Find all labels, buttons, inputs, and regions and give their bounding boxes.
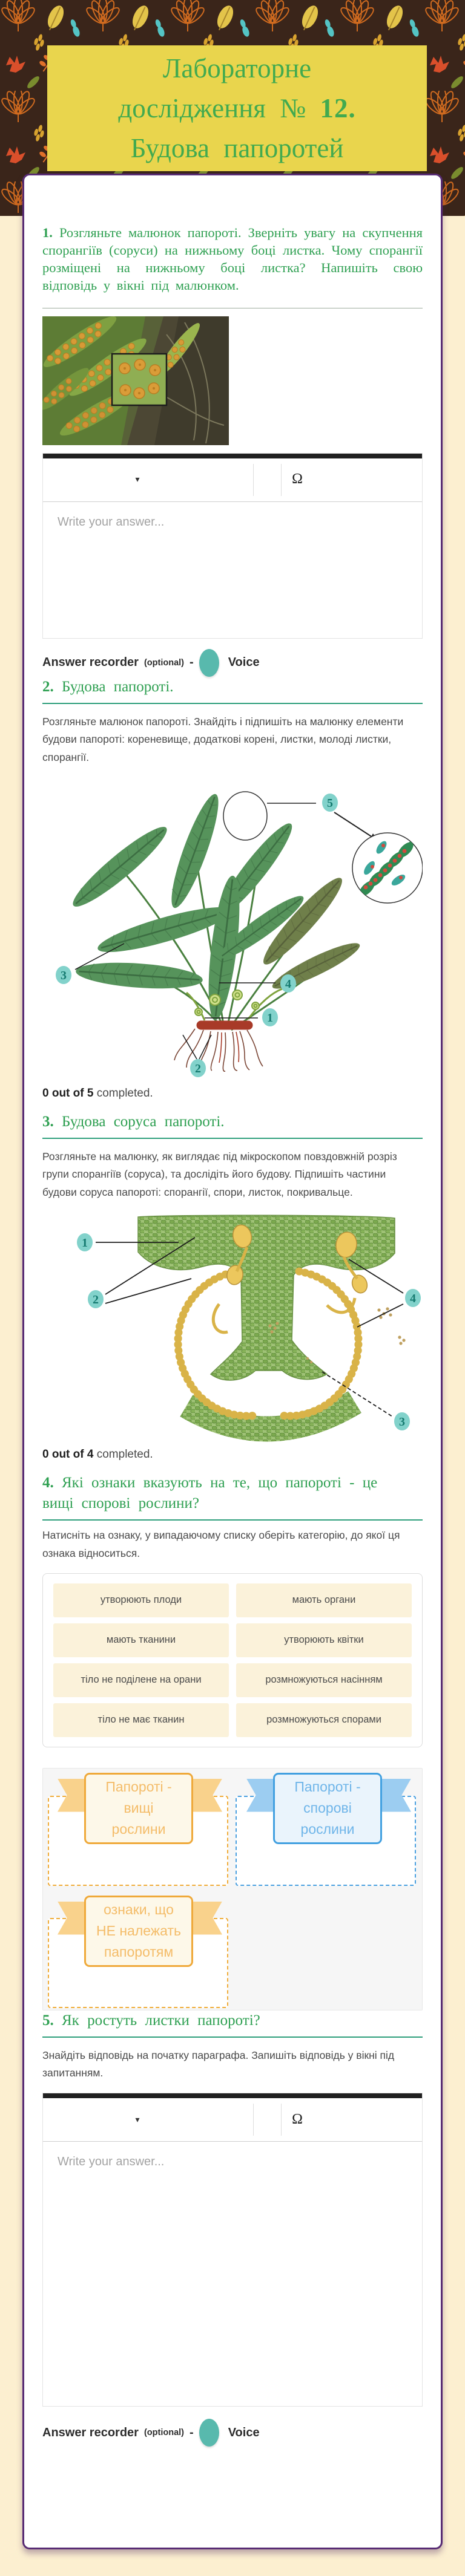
special-characters-button[interactable]: [285, 468, 309, 491]
diagram-marker-1[interactable]: [77, 1233, 93, 1251]
svg-text:1: 1: [82, 1236, 88, 1250]
editor-toolbar: [43, 458, 422, 502]
category-label-higher-plants: Папороті - вищі рослини: [84, 1773, 193, 1844]
category-label-spore-plants: Папороті - спорові рослини: [273, 1773, 382, 1844]
recorder-dash: -: [190, 2425, 194, 2439]
omega-icon: Ω: [292, 2111, 303, 2127]
voice-record-button[interactable]: [199, 649, 219, 677]
magnifier-outline: [223, 792, 267, 840]
diagram-marker-5[interactable]: [322, 794, 338, 812]
task5-description: Знайдіть відповідь на початку параграфа. Запишіть відповідь у вікні під запитанням.: [42, 2049, 395, 2079]
category-sorting-panel: [42, 1768, 423, 2010]
section-divider: [42, 1138, 423, 1139]
fern-illustration: [66, 790, 363, 1071]
svg-text:5: 5: [327, 796, 333, 810]
svg-text:3: 3: [61, 968, 67, 982]
omega-icon: Ω: [292, 471, 303, 487]
editor-toolbar: [43, 2098, 422, 2142]
task2-progress-status: 0 out of 5 completed.: [42, 1086, 153, 1100]
category-label-not-ferns: ознаки, що НЕ належать папоротям: [84, 1896, 193, 1967]
recorder-label: Answer recorder: [42, 656, 139, 669]
toolbar-divider: [281, 2104, 282, 2136]
svg-text:1: 1: [267, 1011, 273, 1025]
task3-description: Розгляньте на малюнку, як виглядає під мікроскопом повздовжній розріз групи спорангіїв (соруса), та дослідіть його будову. Підпишіть частини будови соруса папороті: спорангії, спори, листок, покривальце.: [42, 1150, 397, 1198]
magnified-sori-view: [352, 833, 423, 903]
task4-instruction: Натисніть на ознаку, у випадаючому списку оберіть категорію, до якої ця ознака відноситься.: [42, 1529, 400, 1559]
section-divider: [42, 703, 423, 704]
voice-label: Voice: [228, 2425, 260, 2439]
feature-button-forms-flowers[interactable]: утворюють квітки: [236, 1623, 412, 1657]
lab-number: 12.: [320, 93, 356, 123]
editor-top-bar: [43, 2093, 422, 2098]
task2-heading: 2. Будова папороті.: [42, 678, 174, 695]
roots: [174, 1029, 263, 1071]
toolbar-divider: [253, 2104, 254, 2136]
diagram-marker-4[interactable]: [405, 1289, 421, 1307]
task2-description: Розгляньте малюнок папороті. Знайдіть і підпишіть на малюнку елементи будови папороті: кореневище, додаткові корені, листки, молоді листки, спорангії.: [42, 715, 404, 763]
section-divider: [42, 2036, 423, 2038]
chevron-down-icon: ▾: [135, 474, 140, 484]
paragraph-style-dropdown[interactable]: [127, 2110, 148, 2128]
special-characters-button[interactable]: [285, 2108, 309, 2131]
diagram-marker-3[interactable]: [394, 1412, 410, 1430]
worksheet-title: [47, 45, 427, 171]
toolbar-divider: [281, 464, 282, 496]
sorus-structure-diagram: [42, 1213, 423, 1443]
voice-record-button[interactable]: [199, 2419, 219, 2447]
title-line-2: дослідження № 12.: [118, 93, 356, 123]
feature-button-reproduce-spores[interactable]: розмножуються спорами: [236, 1703, 412, 1737]
feature-buttons-container: [42, 1573, 423, 1747]
svg-text:2: 2: [93, 1293, 99, 1306]
fern-sori-photo: [42, 316, 229, 445]
recorder-dash: -: [190, 656, 194, 669]
feature-button-body-not-divided[interactable]: тіло не поділене на орани: [53, 1663, 229, 1697]
diagram-marker-1[interactable]: [262, 1008, 278, 1026]
recorder-optional-label: (optional): [143, 2428, 185, 2437]
diagram-marker-3[interactable]: [56, 966, 71, 984]
title-line-1: Лабораторне: [162, 53, 312, 83]
recorder-label: Answer recorder: [42, 2425, 139, 2439]
svg-text:2: 2: [195, 1061, 201, 1075]
svg-text:3: 3: [399, 1415, 405, 1429]
feature-button-no-tissues[interactable]: тіло не має тканин: [53, 1703, 229, 1737]
task3-progress-status: 0 out of 4 completed.: [42, 1448, 153, 1461]
fern-structure-diagram: [42, 777, 423, 1086]
diagram-marker-4[interactable]: [280, 974, 296, 993]
photo-magnifier-inset: [112, 354, 167, 405]
answer-editor-2: [42, 2093, 423, 2407]
section-divider: [42, 1519, 423, 1521]
title-line-3: Будова папоротей: [130, 133, 344, 163]
feature-button-forms-fruits[interactable]: утворюють плоди: [53, 1583, 229, 1617]
answer-textarea-2[interactable]: [43, 2142, 422, 2406]
svg-text:4: 4: [285, 977, 291, 991]
chevron-down-icon: ▾: [135, 2114, 140, 2124]
answer-recorder-row-2: [42, 2419, 423, 2447]
answer-editor-1: [42, 453, 423, 639]
answer-recorder-row-1: [42, 649, 423, 677]
svg-text:4: 4: [410, 1292, 416, 1305]
editor-top-bar: [43, 454, 422, 458]
toolbar-divider: [253, 464, 254, 496]
task3-heading: 3. Будова соруса папороті.: [42, 1113, 225, 1130]
task5-heading: 5. Як ростуть листки папороті?: [42, 2012, 260, 2029]
diagram-marker-2[interactable]: [88, 1290, 104, 1308]
worksheet-card: [22, 174, 443, 2549]
callout-lines: [75, 944, 275, 1059]
feature-button-reproduce-seeds[interactable]: розмножуються насінням: [236, 1663, 412, 1697]
answer-textarea-1[interactable]: [43, 502, 422, 638]
feature-button-has-organs[interactable]: мають органи: [236, 1583, 412, 1617]
diagram-marker-2[interactable]: [190, 1059, 206, 1077]
paragraph-style-dropdown[interactable]: [127, 471, 148, 489]
task4-heading: 4. Які ознаки вказують на те, що папороті - це вищі спорові рослини?: [42, 1475, 378, 1511]
voice-label: Voice: [228, 656, 260, 669]
feature-button-has-tissues[interactable]: мають тканини: [53, 1623, 229, 1657]
task1-number: 1.: [42, 225, 53, 240]
task1-question-text: 1. Розгляньте малюнок папороті. Зверніть увагу на скупчення спорангіїв (соруси) на нижньому боці листка. Чому спорангії розміщені на нижньому боці листка? Напишіть свою відповідь у вікні під малюнком.: [42, 225, 423, 293]
recorder-optional-label: (optional): [143, 657, 185, 668]
